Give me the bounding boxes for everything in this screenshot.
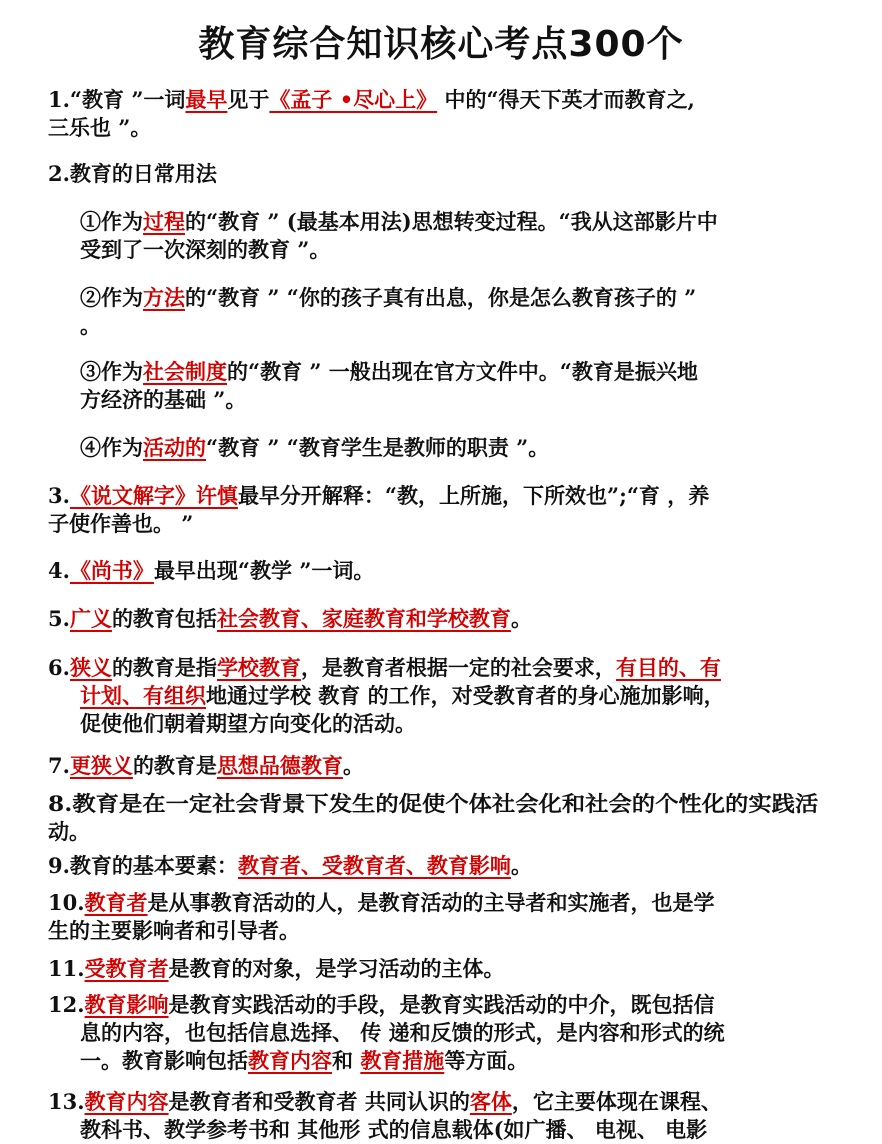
text-line — [48, 557, 374, 585]
text-segment: 等方面。 — [444, 1048, 529, 1073]
highlight-term: 教育者、受教育者、教育影响 — [237, 853, 511, 878]
text-segment: 促使他们朝着期望方向变化的活动。 — [80, 711, 416, 736]
text-segment: 12. — [48, 992, 85, 1017]
highlight-term: 教育影响 — [84, 992, 169, 1017]
highlight-term: 方法 — [143, 285, 185, 310]
text-segment: 。 — [510, 606, 532, 631]
highlight-term: 教育内容 — [84, 1089, 169, 1114]
text-segment: 2.教育的日常用法 — [48, 161, 217, 186]
highlight-term: 学校教育 — [216, 655, 301, 680]
highlight-term: 《尚书》 — [69, 558, 154, 583]
text-segment: 。 — [80, 313, 101, 338]
text-line — [80, 208, 718, 236]
text-segment: 受到了一次深刻的教育 ”。 — [80, 237, 331, 262]
text-segment: 是教育者和受教育者 共同认识的 — [168, 1089, 470, 1114]
text-segment: 6. — [48, 655, 70, 680]
text-line — [48, 790, 818, 818]
text-segment: 一。教育影响包括 — [80, 1048, 248, 1073]
highlight-term: 计划、有组织 — [80, 683, 206, 708]
highlight-term: 过程 — [143, 209, 185, 234]
highlight-term: 最早 — [185, 87, 228, 112]
text-line — [80, 312, 101, 340]
text-segment: 11. — [48, 956, 85, 981]
text-segment: ④作为 — [80, 435, 143, 460]
text-line — [48, 991, 715, 1019]
text-line — [80, 710, 416, 738]
text-segment: 最早出现“教学 ”一词。 — [153, 558, 375, 583]
text-segment: 9.教育的基本要素： — [48, 853, 238, 878]
text-segment: 生的主要影响者和引导者。 — [48, 918, 300, 943]
text-line — [48, 1088, 722, 1116]
text-line — [48, 605, 532, 633]
text-segment: 动。 — [48, 819, 90, 844]
highlight-term: 教育内容 — [248, 1048, 332, 1073]
text-segment: 的教育包括 — [111, 606, 217, 631]
highlight-term: 更狭义 — [69, 753, 133, 778]
text-segment: 3. — [48, 483, 70, 508]
text-segment: 13. — [48, 1089, 85, 1114]
text-segment: 1.“教育 ”一词 — [48, 87, 186, 112]
text-line — [48, 752, 364, 780]
text-line — [80, 236, 330, 264]
text-line — [48, 818, 90, 846]
text-segment: 7. — [48, 753, 70, 778]
text-line — [80, 386, 246, 414]
highlight-term: 教育措施 — [360, 1048, 445, 1073]
text-segment: “教育 ” “教育学生是教师的职责 ”。 — [206, 435, 550, 460]
text-segment: 的“教育 ” 一般出现在官方文件中。“教育是振兴地 — [227, 359, 698, 384]
text-segment: 10. — [48, 890, 85, 915]
text-segment: 的教育是 — [132, 753, 217, 778]
text-segment: ，是教育者根据一定的社会要求， — [300, 655, 616, 680]
text-line — [80, 1047, 528, 1075]
text-line — [48, 654, 721, 682]
text-line — [48, 114, 151, 142]
text-line — [48, 917, 300, 945]
text-segment: 和 — [332, 1048, 361, 1073]
highlight-term: 社会制度 — [143, 359, 227, 384]
highlight-term: 有目的、有 — [615, 655, 721, 680]
text-segment: ①作为 — [80, 209, 143, 234]
text-line — [48, 955, 505, 983]
text-segment: 三乐也 ”。 — [48, 115, 152, 140]
text-segment: 5. — [48, 606, 70, 631]
text-line — [80, 358, 698, 386]
text-segment: 4. — [48, 558, 70, 583]
text-segment: 。 — [342, 753, 364, 778]
text-segment: ②作为 — [80, 285, 143, 310]
highlight-term: 《孟子 •尽心上》 — [269, 87, 438, 112]
highlight-term: 活动的 — [143, 435, 206, 460]
page-title: 教育综合知识核心考点300个 — [198, 24, 684, 65]
text-line — [80, 284, 696, 312]
text-line — [48, 86, 695, 114]
highlight-term: 教育者 — [84, 890, 148, 915]
text-segment: 的“教育 ” “你的孩子真有出息，你是怎么教育孩子的 ” — [185, 285, 697, 310]
text-segment: 的教育是指 — [111, 655, 217, 680]
text-line — [80, 1019, 725, 1047]
text-segment: 子使作善也。 ” — [48, 511, 194, 536]
highlight-term: 《说文解字》许慎 — [69, 483, 238, 508]
text-segment: 地通过学校 教育 的工作，对受教育者的身心施加影响， — [206, 683, 725, 708]
text-segment: 是教育实践活动的手段，是教育实践活动的中介，既包括信 — [168, 992, 715, 1017]
text-segment: 是教育的对象，是学习活动的主体。 — [168, 956, 505, 981]
text-segment: 见于 — [227, 87, 270, 112]
text-line — [48, 510, 193, 538]
text-segment: ③作为 — [80, 359, 143, 384]
text-segment: 中的“得天下英才而教育之, — [437, 87, 695, 112]
text-line — [48, 482, 709, 510]
highlight-term: 社会教育、家庭教育和学校教育 — [216, 606, 511, 631]
highlight-term: 广义 — [69, 606, 112, 631]
text-segment: 教科书、教学参考书和 其他形 式的信息载体(如广播、 电视、 电影 — [80, 1117, 708, 1142]
highlight-term: 狭义 — [69, 655, 112, 680]
text-segment: 8.教育是在一定社会背景下发生的促使个体社会化和社会的个性化的实践活 — [48, 791, 819, 816]
text-line — [80, 434, 549, 462]
text-segment: 方经济的基础 ”。 — [80, 387, 247, 412]
text-line — [48, 889, 715, 917]
text-segment: 最早分开解释：“教，上所施，下所效也”;“育 ，养 — [237, 483, 710, 508]
text-segment: 的“教育 ” (最基本用法)思想转变过程。“我从这部影片中 — [185, 209, 718, 234]
text-segment: 。 — [510, 853, 532, 878]
highlight-term: 思想品德教育 — [216, 753, 343, 778]
text-line — [48, 852, 532, 880]
highlight-term: 受教育者 — [84, 956, 169, 981]
text-line — [48, 160, 217, 188]
text-line — [80, 682, 725, 710]
highlight-term: 客体 — [469, 1089, 512, 1114]
text-segment: 是从事教育活动的人，是教育活动的主导者和实施者，也是学 — [147, 890, 715, 915]
text-segment: 息的内容，也包括信息选择、 传 递和反馈的形式，是内容和形式的统 — [80, 1020, 725, 1045]
text-segment: ，它主要体现在课程、 — [511, 1089, 722, 1114]
